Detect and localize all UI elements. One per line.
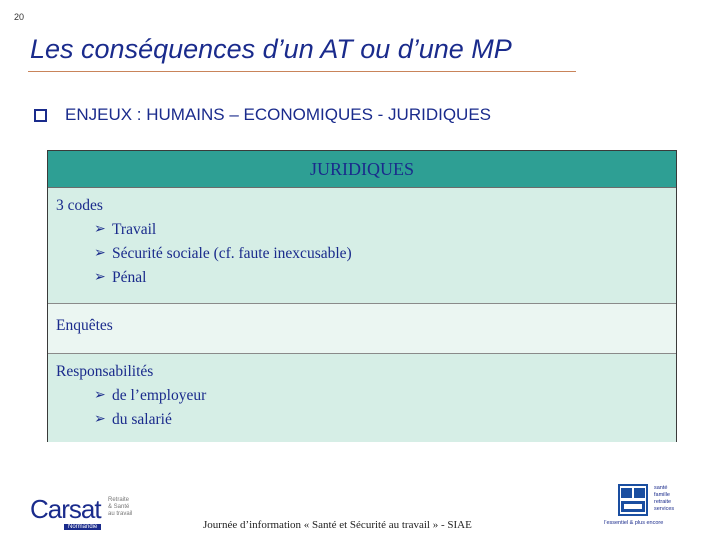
arrow-right-icon: ➢ (94, 388, 106, 403)
list-item-text: Sécurité sociale (cf. faute inexcusable) (112, 245, 352, 262)
table-header: JURIDIQUES (48, 151, 676, 188)
carsat-logo-tagline: Retraite & Santé au travail (108, 497, 133, 517)
carsat-logo (28, 494, 140, 532)
title-underline (28, 71, 576, 72)
msa-logo-lines: santé famille retraite services (654, 485, 675, 512)
arrow-right-icon: ➢ (94, 270, 106, 285)
table-row (48, 354, 676, 442)
list-item-text: Travail (112, 221, 157, 238)
arrow-right-icon: ➢ (94, 412, 106, 427)
list-item (56, 242, 668, 266)
list-item (56, 218, 668, 242)
bullet-text: ENJEUX : HUMAINS – ECONOMIQUES - JURIDIQUES (65, 105, 491, 124)
juridiques-table (47, 150, 677, 442)
list-item (56, 384, 668, 408)
page-number: 20 (14, 12, 25, 22)
slide-title: Les conséquences d’un AT ou d’une MP (30, 34, 512, 64)
list-item (56, 266, 668, 290)
carsat-logo-region: Normandie (64, 524, 101, 530)
list-item-text: du salarié (112, 411, 172, 428)
row-label: Responsabilités (56, 363, 154, 380)
hollow-square-icon (34, 109, 47, 122)
carsat-logo-name: Carsat (30, 494, 101, 524)
list-item-text: de l’employeur (112, 387, 207, 404)
msa-logo (604, 482, 699, 530)
list-item (56, 408, 668, 432)
msa-logo-footer: l’essentiel & plus encore (604, 520, 664, 526)
arrow-right-icon: ➢ (94, 246, 106, 261)
msa-logo-mark (618, 484, 648, 516)
bullet-row (34, 105, 491, 125)
table-row (48, 304, 676, 354)
arrow-right-icon: ➢ (94, 222, 106, 237)
table-row (48, 188, 676, 304)
row-label: 3 codes (56, 197, 103, 214)
list-item-text: Pénal (112, 269, 147, 286)
row-label: Enquêtes (56, 317, 113, 334)
footer-text: Journée d’information « Santé et Sécurité au travail » - SIAE (203, 519, 472, 531)
